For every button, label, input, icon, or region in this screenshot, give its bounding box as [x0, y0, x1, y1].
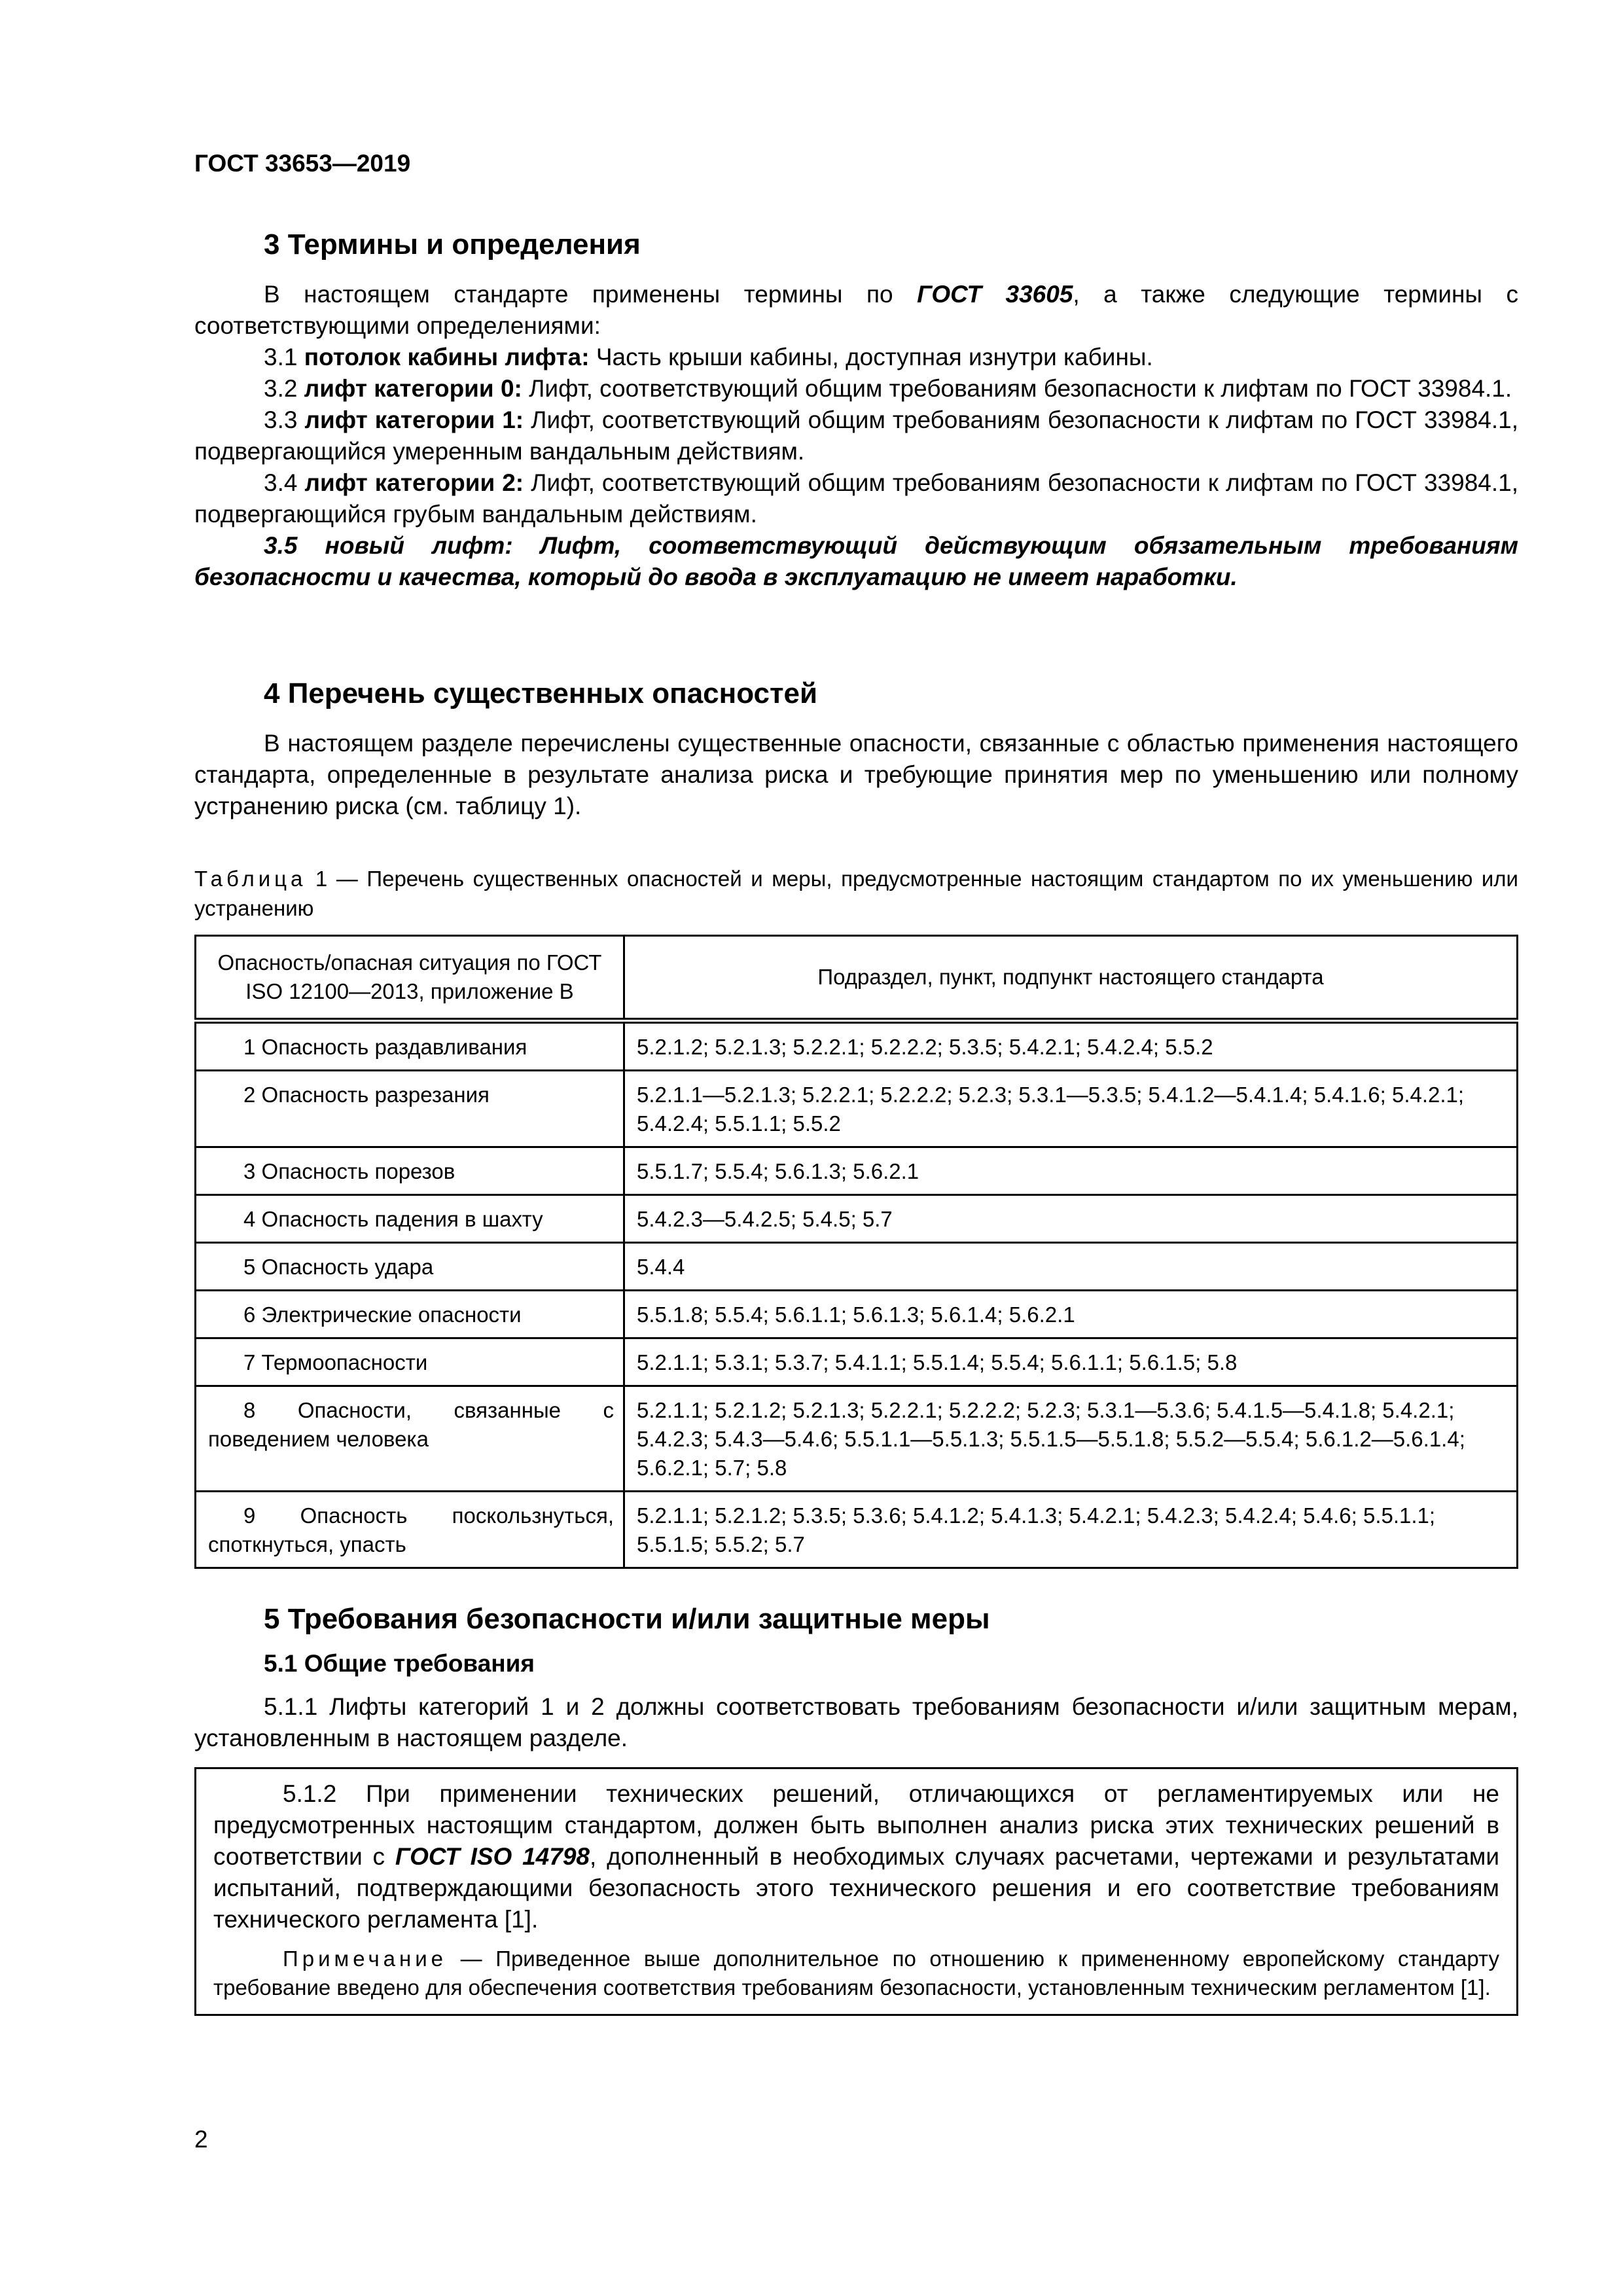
- hazard-text: 2 Опасность разрезания: [243, 1083, 490, 1107]
- table-row: [196, 1243, 1518, 1291]
- standard-reference: ГОСТ ISO 14798: [395, 1843, 590, 1870]
- term-number: 3.4: [264, 469, 305, 496]
- column-header-hazard: Опасность/опасная ситуация по ГОСТ ISO 12100—2013, приложение В: [196, 936, 624, 1021]
- table-caption: [194, 864, 1518, 923]
- term-name: лифт категории 0:: [304, 375, 522, 402]
- term-3-1: [194, 342, 1518, 373]
- hazard-text: 9 Опасность поскользнуться, споткнуться, упасть: [208, 1503, 614, 1556]
- intro-text: В настоящем стандарте применены термины по: [264, 281, 918, 308]
- section-3-title: 3 Термины и определения: [264, 228, 641, 260]
- hazard-cell: [196, 1071, 624, 1147]
- term-definition: Лифт, соответствующий общим требованиям безопасности к лифтам по ГОСТ 33984.1, подвергающийся грубым вандальным действиям.: [194, 469, 1518, 528]
- clauses-cell: 5.4.4: [624, 1243, 1518, 1291]
- term-name: лифт категории 2:: [304, 469, 524, 496]
- hazard-cell: [196, 1195, 624, 1243]
- term-number: 3.1: [264, 344, 304, 370]
- term-number: 3.2: [264, 375, 304, 402]
- note: [213, 1945, 1499, 2002]
- hazard-cell: [196, 1243, 624, 1291]
- hazard-cell: [196, 1338, 624, 1386]
- hazard-cell: [196, 1147, 624, 1195]
- clauses-cell: 5.2.1.2; 5.2.1.3; 5.2.2.1; 5.2.2.2; 5.3.5; 5.4.2.1; 5.4.2.4; 5.5.2: [624, 1021, 1518, 1071]
- hazard-text: 5 Опасность удара: [243, 1255, 434, 1279]
- hazard-text: 4 Опасность падения в шахту: [243, 1207, 543, 1231]
- section-4-text: В настоящем разделе перечислены существенные опасности, связанные с областью применения настоящего стандарта, определенные в результате анализа риска и требующие принятия мер по уменьшению или полному устранению риска (см. таблицу 1).: [194, 730, 1518, 819]
- clauses-cell: 5.5.1.8; 5.5.4; 5.6.1.1; 5.6.1.3; 5.6.1.4; 5.6.2.1: [624, 1291, 1518, 1338]
- term-name: лифт категории 1:: [304, 406, 524, 433]
- term-3-2: [194, 373, 1518, 404]
- page-number: 2: [194, 2126, 208, 2153]
- term-number: 3.3: [264, 406, 305, 433]
- subsection-5-1-title: 5.1 Общие требования: [264, 1650, 535, 1677]
- section-3: [194, 226, 1518, 593]
- hazard-cell: [196, 1492, 624, 1568]
- clause-text: 5.1.2 При применении технических решений, отличающихся от регламентируемых или не предусмотренных настоящим стандартом, должен быть выполнен анализ риска этих технических решений в соответствии с: [213, 1780, 1499, 1870]
- clauses-cell: 5.4.2.3—5.4.2.5; 5.4.5; 5.7: [624, 1195, 1518, 1243]
- note-text: — Приведенное выше дополнительное по отношению к примененному европейскому стандарту требование введено для обеспечения соответствия требованиям безопасности, установленным техническим регламентом [1].: [213, 1946, 1499, 2000]
- clauses-cell: 5.2.1.1; 5.2.1.2; 5.2.1.3; 5.2.2.1; 5.2.2.2; 5.2.3; 5.3.1—5.3.6; 5.4.1.5—5.4.1.8; 5.4.2.1; 5.4.2.3; 5.4.3—5.4.6; 5.5.1.1—5.5.1.3; 5.5.1.5—5.5.1.8; 5.5.2—5.5.4; 5.6.1.2—5.6.1.4; 5.6.2.1; 5.7; 5.8: [624, 1386, 1518, 1492]
- clause-text-end: , дополненный в необходимых случаях расчетами, чертежами и результатами испытаний, подтверждающими безопасность этого технического решения и его соответствие требованиям технического регламента [1].: [213, 1843, 1499, 1933]
- clause-5-1-1: 5.1.1 Лифты категорий 1 и 2 должны соответствовать требованиям безопасности и/или защитным мерам, установленным в настоящем разделе.: [194, 1693, 1518, 1751]
- section-4-title: 4 Перечень существенных опасностей: [264, 677, 818, 709]
- term-3-3: [194, 404, 1518, 467]
- column-header-clauses: Подраздел, пункт, подпункт настоящего стандарта: [624, 936, 1518, 1021]
- term-definition: Лифт, соответствующий общим требованиям безопасности к лифтам по ГОСТ 33984.1.: [522, 375, 1512, 402]
- hazard-cell: [196, 1386, 624, 1492]
- note-label: Примечание: [283, 1946, 448, 1971]
- document-header: ГОСТ 33653—2019: [194, 150, 411, 177]
- clauses-cell: 5.5.1.7; 5.5.4; 5.6.1.3; 5.6.2.1: [624, 1147, 1518, 1195]
- table-row: [196, 1291, 1518, 1338]
- hazards-table-wrap: [194, 935, 1518, 1569]
- term-definition: Часть крыши кабины, доступная изнутри кабины.: [589, 344, 1153, 370]
- hazard-cell: [196, 1291, 624, 1338]
- term-3-5: 3.5 новый лифт: Лифт, соответствующий действующим обязательным требованиям безопасности и качества, который до ввода в эксплуатацию не имеет наработки.: [194, 532, 1518, 590]
- table-row: [196, 1195, 1518, 1243]
- hazard-text: 7 Термоопасности: [243, 1350, 428, 1374]
- section-5: [194, 1601, 1518, 2016]
- clause-5-1-2: [213, 1778, 1499, 1935]
- table-row: [196, 1021, 1518, 1071]
- term-name: потолок кабины лифта:: [304, 344, 590, 370]
- term-definition: Лифт, соответствующий общим требованиям безопасности к лифтам по ГОСТ 33984.1, подвергающийся умеренным вандальным действиям.: [194, 406, 1518, 465]
- clauses-cell: 5.2.1.1; 5.3.1; 5.3.7; 5.4.1.1; 5.5.1.4; 5.5.4; 5.6.1.1; 5.6.1.5; 5.8: [624, 1338, 1518, 1386]
- standard-reference: ГОСТ 33605: [917, 281, 1073, 308]
- table-body: [196, 1021, 1518, 1568]
- table-row: [196, 1492, 1518, 1568]
- hazard-text: 8 Опасности, связанные с поведением человека: [208, 1398, 614, 1451]
- intro-text-end: , а также следующие термины с соответствующими определениями:: [194, 281, 1518, 339]
- table-header-row: [196, 936, 1518, 1021]
- hazard-text: 1 Опасность раздавливания: [243, 1035, 527, 1059]
- hazards-table: [194, 935, 1518, 1569]
- hazard-cell: [196, 1021, 624, 1071]
- clauses-cell: 5.2.1.1—5.2.1.3; 5.2.2.1; 5.2.2.2; 5.2.3; 5.3.1—5.3.5; 5.4.1.2—5.4.1.4; 5.4.1.6; 5.4.2.1; 5.4.2.4; 5.5.1.1; 5.5.2: [624, 1071, 1518, 1147]
- section-3-intro: [194, 279, 1518, 342]
- clause-5-1-2-box: [194, 1767, 1518, 2016]
- section-5-title: 5 Требования безопасности и/или защитные меры: [264, 1603, 990, 1635]
- hazard-text: 3 Опасность порезов: [243, 1159, 455, 1183]
- clauses-cell: 5.2.1.1; 5.2.1.2; 5.3.5; 5.3.6; 5.4.1.2; 5.4.1.3; 5.4.2.1; 5.4.2.3; 5.4.2.4; 5.4.6; 5.5.1.1; 5.5.1.5; 5.5.2; 5.7: [624, 1492, 1518, 1568]
- table-row: [196, 1386, 1518, 1492]
- section-4: [194, 675, 1518, 822]
- hazard-text: 6 Электрические опасности: [243, 1302, 522, 1327]
- table-row: [196, 1071, 1518, 1147]
- caption-label: Таблица: [194, 867, 307, 891]
- caption-text: 1 — Перечень существенных опасностей и меры, предусмотренные настоящим стандартом по их уменьшению или устранению: [194, 867, 1518, 920]
- term-3-4: [194, 467, 1518, 530]
- table-row: [196, 1338, 1518, 1386]
- table-row: [196, 1147, 1518, 1195]
